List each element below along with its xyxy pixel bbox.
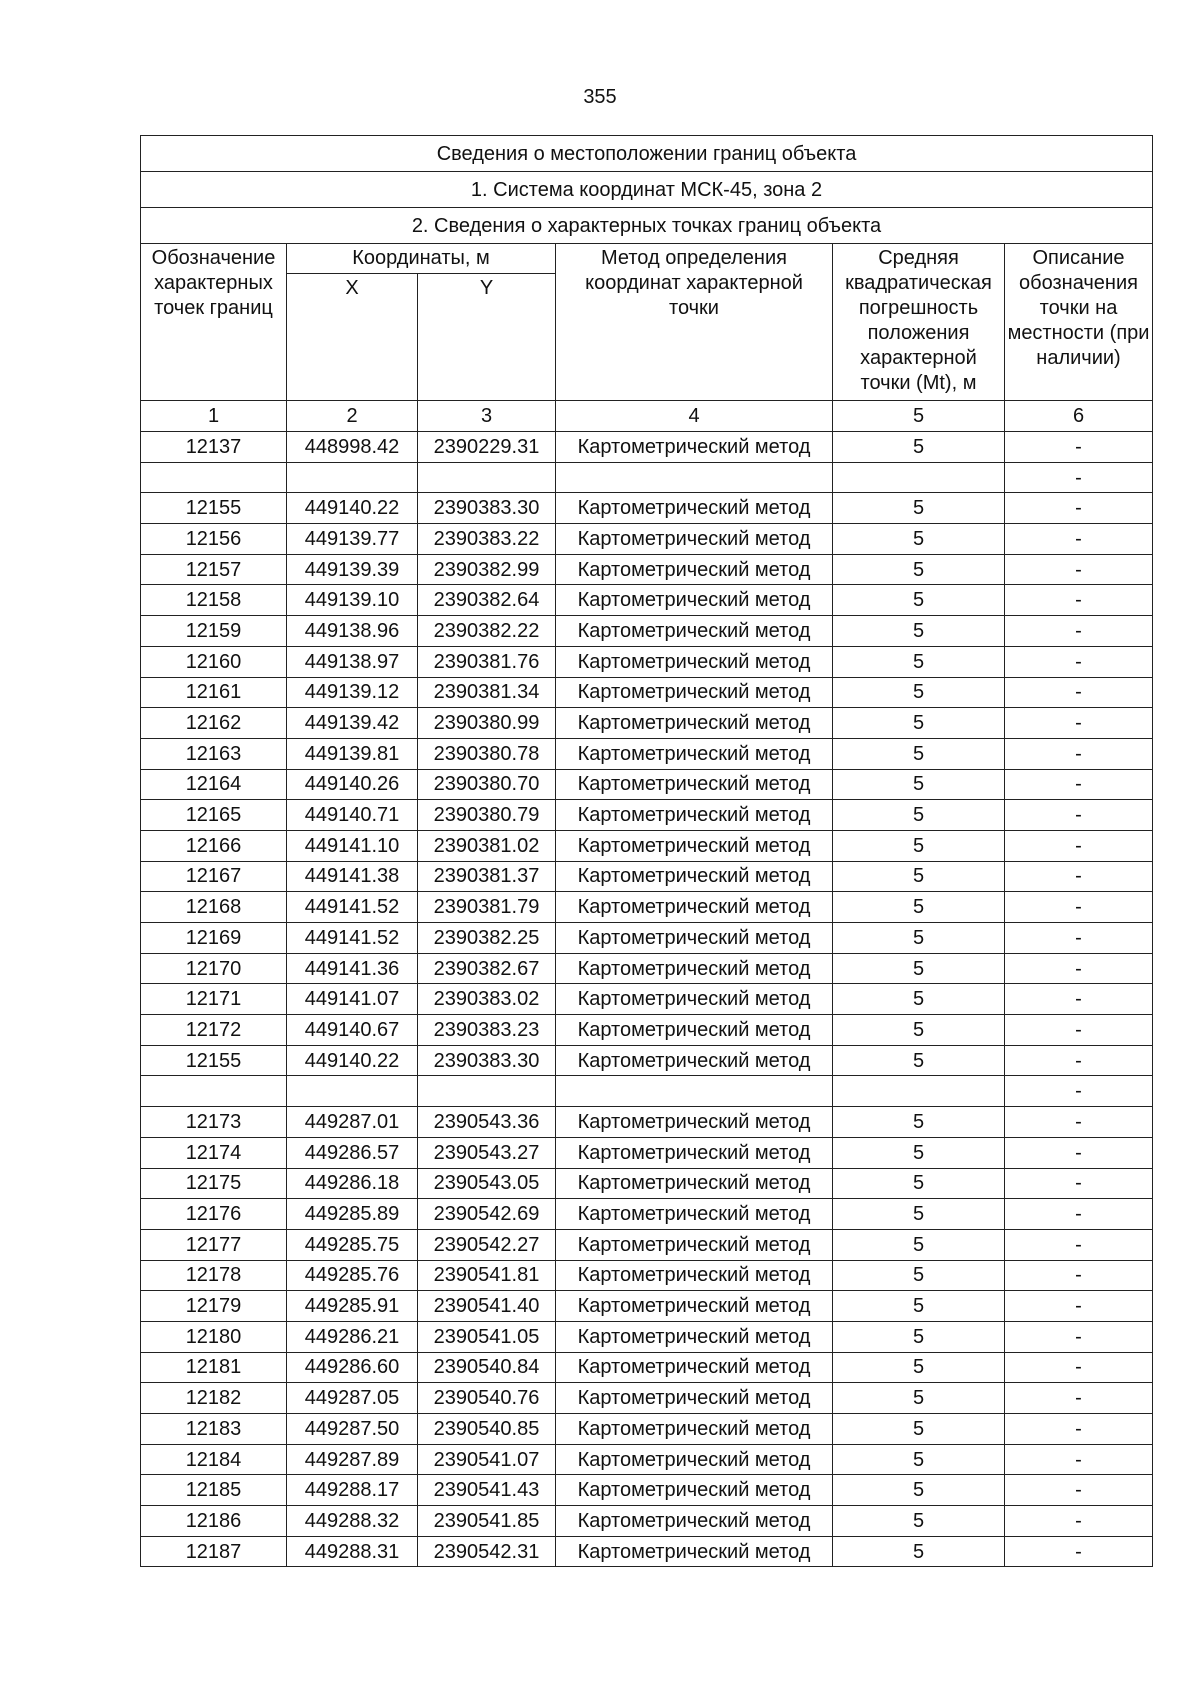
description-cell: - [1005, 830, 1153, 861]
y-coordinate-cell: 2390383.02 [418, 984, 556, 1015]
x-coordinate-cell: 449139.10 [287, 585, 418, 616]
description-cell: - [1005, 1137, 1153, 1168]
point-id-cell: 12186 [141, 1506, 287, 1537]
point-id-cell: 12169 [141, 923, 287, 954]
table-row [141, 1199, 1153, 1230]
method-cell: Картометрический метод [556, 892, 833, 923]
error-cell: 5 [833, 1321, 1005, 1352]
method-cell: Картометрический метод [556, 646, 833, 677]
x-coordinate-cell: 449287.05 [287, 1383, 418, 1414]
table-row [141, 1352, 1153, 1383]
method-cell: Картометрический метод [556, 677, 833, 708]
point-id-cell: 12164 [141, 769, 287, 800]
point-id-cell: 12182 [141, 1383, 287, 1414]
x-coordinate-cell: 449286.60 [287, 1352, 418, 1383]
description-cell: - [1005, 1383, 1153, 1414]
x-coordinate-cell: 449138.97 [287, 646, 418, 677]
point-id-cell: 12179 [141, 1291, 287, 1322]
y-coordinate-cell: 2390382.64 [418, 585, 556, 616]
point-id-cell: 12185 [141, 1475, 287, 1506]
error-cell: 5 [833, 1414, 1005, 1445]
point-id-cell: 12163 [141, 738, 287, 769]
error-cell: 5 [833, 1137, 1005, 1168]
y-coordinate-cell: 2390382.67 [418, 953, 556, 984]
error-cell: 5 [833, 830, 1005, 861]
error-cell: 5 [833, 1168, 1005, 1199]
table-row [141, 1444, 1153, 1475]
x-coordinate-cell: 448998.42 [287, 432, 418, 463]
method-cell: Картометрический метод [556, 1475, 833, 1506]
point-id-cell: 12176 [141, 1199, 287, 1230]
error-cell: 5 [833, 1229, 1005, 1260]
method-cell: Картометрический метод [556, 1291, 833, 1322]
error-cell: 5 [833, 585, 1005, 616]
table-row [141, 554, 1153, 585]
table-row [141, 524, 1153, 555]
header-designation: Обозначение характерных точек границ [141, 244, 287, 401]
description-cell: - [1005, 800, 1153, 831]
error-cell: 5 [833, 769, 1005, 800]
x-coordinate-cell: 449141.52 [287, 923, 418, 954]
error-cell: 5 [833, 1199, 1005, 1230]
method-cell: Картометрический метод [556, 1383, 833, 1414]
x-coordinate-cell: 449140.67 [287, 1015, 418, 1046]
table-row [141, 738, 1153, 769]
header-method: Метод определения координат характерной точки [556, 244, 833, 401]
x-coordinate-cell: 449139.12 [287, 677, 418, 708]
description-cell: - [1005, 646, 1153, 677]
point-id-cell: 12161 [141, 677, 287, 708]
table-row [141, 1137, 1153, 1168]
x-coordinate-cell: 449141.52 [287, 892, 418, 923]
method-cell: Картометрический метод [556, 953, 833, 984]
error-cell: 5 [833, 923, 1005, 954]
column-numbers-row [141, 401, 1153, 432]
method-cell: Картометрический метод [556, 1352, 833, 1383]
error-cell: 5 [833, 708, 1005, 739]
method-cell: Картометрический метод [556, 800, 833, 831]
method-cell: Картометрический метод [556, 984, 833, 1015]
table-row [141, 800, 1153, 831]
method-cell: Картометрический метод [556, 585, 833, 616]
y-coordinate-cell: 2390541.85 [418, 1506, 556, 1537]
error-cell: 5 [833, 861, 1005, 892]
table-row [141, 616, 1153, 647]
y-coordinate-cell: 2390541.43 [418, 1475, 556, 1506]
y-coordinate-cell: 2390380.79 [418, 800, 556, 831]
x-coordinate-cell: 449285.89 [287, 1199, 418, 1230]
column-number: 4 [556, 401, 833, 432]
error-cell: 5 [833, 892, 1005, 923]
error-cell: 5 [833, 677, 1005, 708]
error-cell: 5 [833, 1107, 1005, 1138]
point-id-cell [141, 462, 287, 493]
method-cell: Картометрический метод [556, 1015, 833, 1046]
point-id-cell: 12172 [141, 1015, 287, 1046]
description-cell: - [1005, 1199, 1153, 1230]
error-cell: 5 [833, 800, 1005, 831]
x-coordinate-cell: 449140.22 [287, 493, 418, 524]
header-x: X [287, 274, 418, 401]
y-coordinate-cell: 2390382.22 [418, 616, 556, 647]
y-coordinate-cell: 2390543.27 [418, 1137, 556, 1168]
table-row [141, 1414, 1153, 1445]
error-cell: 5 [833, 554, 1005, 585]
x-coordinate-cell: 449287.89 [287, 1444, 418, 1475]
point-id-cell: 12159 [141, 616, 287, 647]
column-number: 1 [141, 401, 287, 432]
point-id-cell: 12166 [141, 830, 287, 861]
description-cell: - [1005, 738, 1153, 769]
description-cell: - [1005, 861, 1153, 892]
point-id-cell: 12158 [141, 585, 287, 616]
header-error: Средняя квадратическая погрешность положения характерной точки (Mt), м [833, 244, 1005, 401]
y-coordinate-cell: 2390381.34 [418, 677, 556, 708]
error-cell: 5 [833, 953, 1005, 984]
method-cell: Картометрический метод [556, 708, 833, 739]
error-cell: 5 [833, 646, 1005, 677]
point-id-cell: 12173 [141, 1107, 287, 1138]
x-coordinate-cell: 449139.77 [287, 524, 418, 555]
x-coordinate-cell [287, 1076, 418, 1107]
description-cell: - [1005, 923, 1153, 954]
description-cell: - [1005, 1321, 1153, 1352]
table-row [141, 1383, 1153, 1414]
x-coordinate-cell [287, 462, 418, 493]
method-cell: Картометрический метод [556, 769, 833, 800]
description-cell: - [1005, 1506, 1153, 1537]
table-row [141, 769, 1153, 800]
y-coordinate-cell: 2390382.99 [418, 554, 556, 585]
table-row [141, 1168, 1153, 1199]
x-coordinate-cell: 449285.76 [287, 1260, 418, 1291]
table-row [141, 708, 1153, 739]
y-coordinate-cell: 2390381.02 [418, 830, 556, 861]
point-id-cell: 12156 [141, 524, 287, 555]
description-cell: - [1005, 953, 1153, 984]
y-coordinate-cell: 2390542.69 [418, 1199, 556, 1230]
point-id-cell: 12168 [141, 892, 287, 923]
y-coordinate-cell: 2390380.78 [418, 738, 556, 769]
method-cell: Картометрический метод [556, 432, 833, 463]
description-cell: - [1005, 1229, 1153, 1260]
table-row [141, 923, 1153, 954]
error-cell: 5 [833, 984, 1005, 1015]
method-cell: Картометрический метод [556, 1260, 833, 1291]
point-id-cell: 12157 [141, 554, 287, 585]
point-id-cell: 12187 [141, 1536, 287, 1567]
section-heading: 2. Сведения о характерных точках границ объекта [141, 208, 1153, 244]
table-row [141, 1506, 1153, 1537]
x-coordinate-cell: 449140.71 [287, 800, 418, 831]
point-id-cell: 12175 [141, 1168, 287, 1199]
x-coordinate-cell: 449139.42 [287, 708, 418, 739]
point-id-cell: 12137 [141, 432, 287, 463]
y-coordinate-cell: 2390381.37 [418, 861, 556, 892]
description-cell: - [1005, 892, 1153, 923]
description-cell: - [1005, 1260, 1153, 1291]
description-cell: - [1005, 677, 1153, 708]
error-cell: 5 [833, 1015, 1005, 1046]
x-coordinate-cell: 449141.07 [287, 984, 418, 1015]
description-cell: - [1005, 1475, 1153, 1506]
table-row [141, 646, 1153, 677]
y-coordinate-cell: 2390542.27 [418, 1229, 556, 1260]
method-cell: Картометрический метод [556, 493, 833, 524]
method-cell: Картометрический метод [556, 830, 833, 861]
error-cell: 5 [833, 493, 1005, 524]
error-cell: 5 [833, 432, 1005, 463]
error-cell [833, 462, 1005, 493]
description-cell: - [1005, 1291, 1153, 1322]
error-cell: 5 [833, 524, 1005, 555]
method-cell: Картометрический метод [556, 1168, 833, 1199]
x-coordinate-cell: 449286.21 [287, 1321, 418, 1352]
table-row [141, 1076, 1153, 1107]
error-cell: 5 [833, 738, 1005, 769]
description-cell: - [1005, 493, 1153, 524]
table-row [141, 677, 1153, 708]
error-cell: 5 [833, 616, 1005, 647]
method-cell: Картометрический метод [556, 1199, 833, 1230]
x-coordinate-cell: 449286.18 [287, 1168, 418, 1199]
column-number: 3 [418, 401, 556, 432]
description-cell: - [1005, 1107, 1153, 1138]
table-row [141, 1291, 1153, 1322]
table-row [141, 1045, 1153, 1076]
table-row [141, 1260, 1153, 1291]
method-cell: Картометрический метод [556, 1137, 833, 1168]
description-cell: - [1005, 1015, 1153, 1046]
table-row [141, 953, 1153, 984]
table-row [141, 493, 1153, 524]
error-cell: 5 [833, 1444, 1005, 1475]
point-id-cell: 12162 [141, 708, 287, 739]
point-id-cell: 12180 [141, 1321, 287, 1352]
error-cell: 5 [833, 1291, 1005, 1322]
column-number: 6 [1005, 401, 1153, 432]
method-cell: Картометрический метод [556, 1107, 833, 1138]
description-cell: - [1005, 554, 1153, 585]
y-coordinate-cell: 2390383.30 [418, 1045, 556, 1076]
point-id-cell: 12167 [141, 861, 287, 892]
method-cell: Картометрический метод [556, 1414, 833, 1445]
y-coordinate-cell: 2390382.25 [418, 923, 556, 954]
description-cell: - [1005, 585, 1153, 616]
description-cell: - [1005, 1168, 1153, 1199]
header-description: Описание обозначения точки на местности (при наличии) [1005, 244, 1153, 401]
table-row [141, 861, 1153, 892]
description-cell: - [1005, 708, 1153, 739]
point-id-cell: 12183 [141, 1414, 287, 1445]
x-coordinate-cell: 449288.31 [287, 1536, 418, 1567]
method-cell: Картометрический метод [556, 923, 833, 954]
description-cell: - [1005, 1076, 1153, 1107]
y-coordinate-cell: 2390383.22 [418, 524, 556, 555]
y-coordinate-cell: 2390541.07 [418, 1444, 556, 1475]
description-cell: - [1005, 1414, 1153, 1445]
method-cell: Картометрический метод [556, 616, 833, 647]
table-row [141, 1321, 1153, 1352]
description-cell: - [1005, 1352, 1153, 1383]
method-cell: Картометрический метод [556, 1506, 833, 1537]
table-row [141, 1107, 1153, 1138]
error-cell: 5 [833, 1383, 1005, 1414]
description-cell: - [1005, 984, 1153, 1015]
method-cell: Картометрический метод [556, 1045, 833, 1076]
point-id-cell: 12155 [141, 493, 287, 524]
error-cell: 5 [833, 1536, 1005, 1567]
table-row [141, 830, 1153, 861]
y-coordinate-cell: 2390543.36 [418, 1107, 556, 1138]
description-cell: - [1005, 769, 1153, 800]
y-coordinate-cell: 2390381.76 [418, 646, 556, 677]
table-row [141, 585, 1153, 616]
method-cell: Картометрический метод [556, 1321, 833, 1352]
point-id-cell: 12170 [141, 953, 287, 984]
table-row [141, 984, 1153, 1015]
point-id-cell [141, 1076, 287, 1107]
description-cell: - [1005, 1444, 1153, 1475]
y-coordinate-cell: 2390383.30 [418, 493, 556, 524]
coordinate-system: 1. Система координат МСК-45, зона 2 [141, 172, 1153, 208]
y-coordinate-cell: 2390541.40 [418, 1291, 556, 1322]
description-cell: - [1005, 432, 1153, 463]
point-id-cell: 12155 [141, 1045, 287, 1076]
y-coordinate-cell: 2390540.84 [418, 1352, 556, 1383]
method-cell: Картометрический метод [556, 1536, 833, 1567]
y-coordinate-cell: 2390383.23 [418, 1015, 556, 1046]
error-cell: 5 [833, 1506, 1005, 1537]
y-coordinate-cell [418, 1076, 556, 1107]
method-cell: Картометрический метод [556, 1444, 833, 1475]
x-coordinate-cell: 449139.81 [287, 738, 418, 769]
method-cell [556, 1076, 833, 1107]
error-cell: 5 [833, 1352, 1005, 1383]
method-cell [556, 462, 833, 493]
column-number: 5 [833, 401, 1005, 432]
point-id-cell: 12171 [141, 984, 287, 1015]
table-row [141, 1475, 1153, 1506]
point-id-cell: 12178 [141, 1260, 287, 1291]
y-coordinate-cell: 2390229.31 [418, 432, 556, 463]
method-cell: Картометрический метод [556, 861, 833, 892]
x-coordinate-cell: 449286.57 [287, 1137, 418, 1168]
point-id-cell: 12165 [141, 800, 287, 831]
table-row [141, 892, 1153, 923]
x-coordinate-cell: 449141.38 [287, 861, 418, 892]
y-coordinate-cell [418, 462, 556, 493]
header-y: Y [418, 274, 556, 401]
description-cell: - [1005, 524, 1153, 555]
method-cell: Картометрический метод [556, 738, 833, 769]
x-coordinate-cell: 449288.32 [287, 1506, 418, 1537]
x-coordinate-cell: 449141.36 [287, 953, 418, 984]
point-id-cell: 12160 [141, 646, 287, 677]
x-coordinate-cell: 449285.75 [287, 1229, 418, 1260]
table-row [141, 462, 1153, 493]
x-coordinate-cell: 449140.26 [287, 769, 418, 800]
point-id-cell: 12174 [141, 1137, 287, 1168]
x-coordinate-cell: 449139.39 [287, 554, 418, 585]
method-cell: Картометрический метод [556, 1229, 833, 1260]
description-cell: - [1005, 1536, 1153, 1567]
header-coordinates: Координаты, м [287, 244, 556, 274]
y-coordinate-cell: 2390381.79 [418, 892, 556, 923]
error-cell: 5 [833, 1260, 1005, 1291]
x-coordinate-cell: 449141.10 [287, 830, 418, 861]
error-cell: 5 [833, 1045, 1005, 1076]
y-coordinate-cell: 2390380.70 [418, 769, 556, 800]
table-row [141, 1015, 1153, 1046]
y-coordinate-cell: 2390541.81 [418, 1260, 556, 1291]
table-row [141, 432, 1153, 463]
y-coordinate-cell: 2390380.99 [418, 708, 556, 739]
column-number: 2 [287, 401, 418, 432]
y-coordinate-cell: 2390540.76 [418, 1383, 556, 1414]
description-cell: - [1005, 1045, 1153, 1076]
x-coordinate-cell: 449285.91 [287, 1291, 418, 1322]
method-cell: Картометрический метод [556, 524, 833, 555]
table-title: Сведения о местоположении границ объекта [141, 136, 1153, 172]
method-cell: Картометрический метод [556, 554, 833, 585]
error-cell: 5 [833, 1475, 1005, 1506]
y-coordinate-cell: 2390541.05 [418, 1321, 556, 1352]
x-coordinate-cell: 449287.01 [287, 1107, 418, 1138]
point-id-cell: 12181 [141, 1352, 287, 1383]
y-coordinate-cell: 2390543.05 [418, 1168, 556, 1199]
error-cell [833, 1076, 1005, 1107]
y-coordinate-cell: 2390542.31 [418, 1536, 556, 1567]
point-id-cell: 12177 [141, 1229, 287, 1260]
table-body [141, 432, 1153, 1567]
table-row [141, 1536, 1153, 1567]
boundary-points-table [140, 135, 1153, 1567]
table-row [141, 1229, 1153, 1260]
x-coordinate-cell: 449287.50 [287, 1414, 418, 1445]
point-id-cell: 12184 [141, 1444, 287, 1475]
description-cell: - [1005, 462, 1153, 493]
description-cell: - [1005, 616, 1153, 647]
x-coordinate-cell: 449288.17 [287, 1475, 418, 1506]
y-coordinate-cell: 2390540.85 [418, 1414, 556, 1445]
x-coordinate-cell: 449140.22 [287, 1045, 418, 1076]
x-coordinate-cell: 449138.96 [287, 616, 418, 647]
page-number: 355 [583, 86, 617, 108]
